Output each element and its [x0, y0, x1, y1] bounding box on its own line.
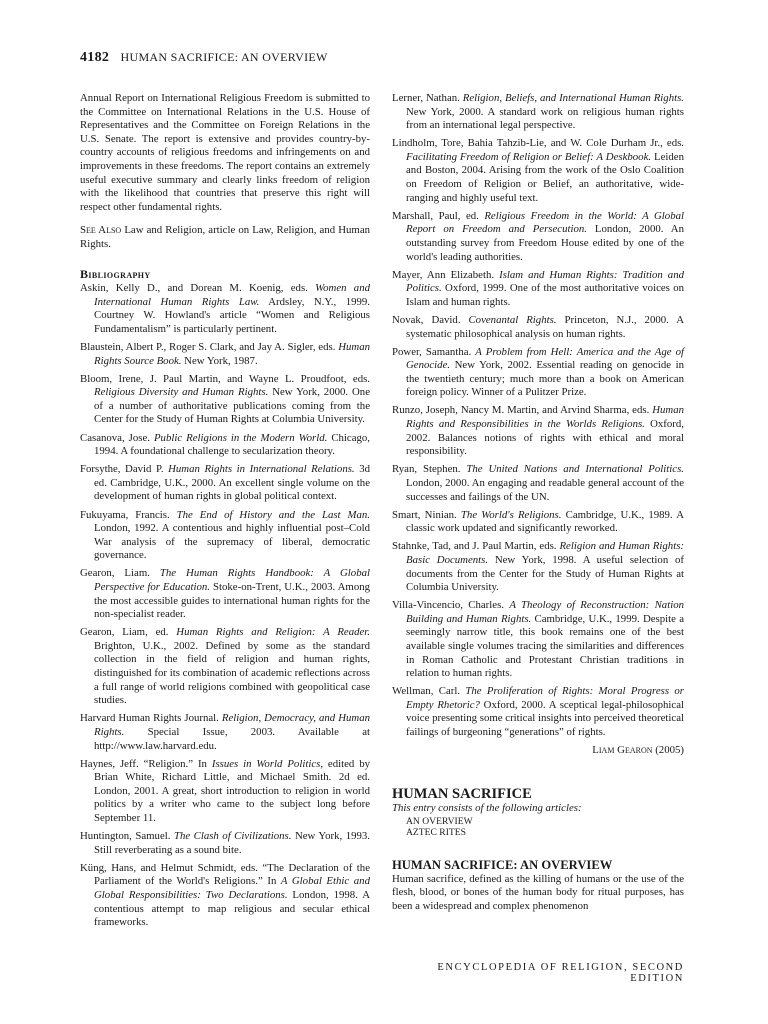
entry-details: New York, 2002. Essential reading on genocide in the twentieth century; much more than a book on American foreign policy. Winner of a Pulitzer Prize. — [406, 359, 684, 399]
entry-author: Smart, Ninian. — [392, 508, 461, 521]
bibliography-left-list — [80, 282, 370, 930]
entry-author: Runzo, Joseph, Nancy M. Martin, and Arvind Sharma, eds. — [392, 404, 653, 417]
entry-author: Novak, David. — [392, 313, 469, 326]
entry-title: The Proliferation of Rights: Moral Progress or Empty Rhetoric? — [406, 685, 684, 711]
bibliography-entry — [80, 509, 370, 563]
entry-details: Chicago, 1994. A foundational challenge to secularization theory. — [94, 431, 370, 458]
see-also — [80, 224, 370, 251]
running-footer: ENCYCLOPEDIA OF RELIGION, SECOND EDITION — [437, 962, 684, 984]
entry-title: Religious Freedom in the World: A Global Report on Freedom and Persecution. — [406, 209, 684, 236]
entry-details: London, 1998. A contentious attempt to map religious and secular ethical frameworks. — [94, 888, 370, 929]
entry-author: Gearon, Liam, ed. — [80, 626, 177, 639]
entry-article-list — [392, 816, 684, 839]
entry-author: Casanova, Jose. — [80, 431, 154, 444]
running-header — [80, 50, 328, 66]
entry-author: Harvard Human Rights Journal. — [80, 712, 222, 725]
bibliography-entry — [392, 314, 684, 341]
bibliography-entry — [80, 463, 370, 504]
running-title: HUMAN SACRIFICE: AN OVERVIEW — [120, 50, 328, 64]
entry-details: London, 2000. An engaging and readable general account of the successes and failings of the UN. — [406, 476, 684, 503]
intro-paragraph: Annual Report on International Religious Freedom is submitted to the Committee on International Relations in the U.S. House of Representatives and the Committee on Foreign Relations in the U.S. Senate. The report is extensive and provides country-by-country accounts of religious freedoms and infringements on and improvements in these freedoms. The report contains an extremely useful executive summary and clearly links freedom of religion with the likelihood that countries that preserve this right will respect other fundamental rights. — [80, 92, 370, 213]
bibliography-entry — [392, 463, 684, 504]
entry-heading: HUMAN SACRIFICE — [392, 785, 532, 802]
entry-details: Cambridge, U.K., 1999. Despite a seemingly narrow title, this book remains one of the best available single volumes tracing the similarities and differences in Roman Catholic and Protestant Christian traditions in relation to human rights. — [406, 612, 684, 680]
entry-contents-note: This entry consists of the following articles: — [392, 802, 582, 815]
entry-title: The End of History and the Last Man. — [176, 508, 370, 521]
bibliography-entry — [392, 92, 684, 133]
entry-title: Human Rights in International Relations. — [168, 463, 355, 476]
bibliography-entry — [80, 282, 370, 336]
entry-author: Stahnke, Tad, and J. Paul Martin, eds. — [392, 540, 560, 553]
article-opening-text: Human sacrifice, defined as the killing of humans or the use of the flesh, blood, or bones of the human body for ritual purposes, has been a widespread and complex phenomenon — [392, 872, 684, 912]
see-also-label: See Also — [80, 224, 122, 237]
entry-author: Gearon, Liam. — [80, 567, 160, 580]
entry-details: New York, 2000. One of a number of authoritative publications coming from the Center for the Study of Human Rights at Columbia University. — [94, 386, 370, 426]
entry-details: London, 1992. A contentious and highly influential post–Cold War analysis of the supremacy of liberal, democratic governance. — [94, 522, 370, 562]
entry-title: Religious Diversity and Human Rights. — [94, 386, 269, 399]
entry-author: Forsythe, David P. — [80, 463, 169, 476]
entry-title: Religion and Human Rights: Basic Documents. — [406, 540, 684, 566]
entry-title: Human Rights Source Book. — [94, 341, 370, 367]
entry-title: Women and International Human Rights Law. — [94, 282, 370, 308]
entry-title: Human Rights and Responsibilities in the Worlds Religions. — [406, 404, 684, 431]
bibliography-entry — [392, 137, 684, 205]
author-signature — [392, 744, 684, 758]
bibliography-entry — [80, 373, 370, 427]
entry-details: Oxford, 2000. A sceptical legal-philosophical voice presenting some critical insights into perceived theoretical failings of burgeoning “generations” of rights. — [406, 698, 684, 739]
bibliography-entry — [80, 341, 370, 368]
entry-author: Huntington, Samuel. — [80, 830, 174, 843]
entry-details: Stoke-on-Trent, U.K., 2003. Among the most accessible guides to international human rights for the non-specialist reader. — [94, 581, 371, 621]
entry-details: Oxford, 1999. One of the most authoritative voices on Islam and human rights. — [406, 282, 684, 308]
bibliography-entry — [392, 404, 684, 458]
entry-title: Issues in World Politics, — [211, 757, 324, 770]
entry-author: Marshall, Paul, ed. — [392, 209, 485, 222]
entry-author: Lerner, Nathan. — [392, 92, 463, 104]
bibliography-entry — [392, 509, 684, 536]
bibliography-entry — [392, 346, 684, 400]
entry-details: 3d ed. Cambridge, U.K., 2000. An excellent single volume on the development of human rights in global political context. — [94, 463, 370, 503]
right-column — [392, 92, 684, 913]
entry-title: The World's Religions. — [460, 508, 562, 521]
bibliography-entry — [392, 210, 684, 264]
author-year: (2005) — [655, 744, 684, 757]
entry-title: Islam and Human Rights: Tradition and Politics. — [406, 268, 684, 295]
entry-title: Religion, Democracy, and Human Rights. — [94, 712, 370, 738]
entry-author: Villa-Vincencio, Charles. — [392, 599, 510, 612]
bibliography-entry — [80, 830, 370, 857]
entry-author: Haynes, Jeff. “Religion.” In — [80, 757, 212, 770]
entry-author: Power, Samantha. — [392, 345, 476, 358]
bibliography-right-list — [392, 92, 684, 740]
entry-details: Brighton, U.K., 2002. Defined by some as the standard collection in the field of religion and human rights, distinguished for its combination of academic reflections across a full range of world religions combined with geopolitical case studies. — [94, 639, 370, 707]
entry-details: London, 2000. An outstanding survey from Freedom House edited by one of the world's leading authorities. — [406, 223, 684, 263]
author-name: Liam Gearon — [592, 744, 653, 757]
entry-title: Religion, Beliefs, and International Human Rights. — [462, 92, 684, 104]
entry-details: New York, 1998. A useful selection of documents from the Center for the Study of Human Rights at Columbia University. — [406, 553, 685, 594]
entry-author: Küng, Hans, and Helmut Schmidt, eds. “The Declaration of the Parliament of the World's Religions.” In — [80, 861, 370, 888]
entry-author: Bloom, Irene, J. Paul Martin, and Wayne L. Proudfoot, eds. — [80, 372, 370, 385]
entry-details: New York, 1993. Still reverberating as a sound bite. — [94, 830, 370, 856]
bibliography-entry — [392, 599, 684, 681]
entry-title: The United Nations and International Politics. — [466, 463, 684, 476]
entry-title: A Problem from Hell: America and the Age of Genocide. — [406, 345, 684, 372]
bibliography-entry — [80, 712, 370, 753]
entry-details: Cambridge, U.K., 1989. A classic work updated and significantly reworked. — [406, 508, 684, 535]
article-heading: HUMAN SACRIFICE: AN OVERVIEW — [392, 857, 613, 872]
bibliography-entry — [80, 432, 370, 459]
bibliography-entry — [80, 567, 370, 621]
entry-title: Human Rights and Religion: A Reader. — [176, 626, 371, 639]
entry-author: Mayer, Ann Elizabeth. — [392, 268, 500, 281]
bibliography-entry — [392, 685, 684, 739]
entry-author: Blaustein, Albert P., Roger S. Clark, and Jay A. Sigler, eds. — [80, 341, 339, 353]
see-also-text: Law and Religion, article on Law, Religion, and Human Rights. — [80, 224, 371, 250]
entry-title: A Global Ethic and Global Responsibilities: Two Declarations. — [94, 875, 370, 901]
entry-title: Facilitating Freedom of Religion or Belief: A Deskbook. — [406, 150, 652, 163]
article-item: AZTEC RITES — [406, 827, 466, 839]
entry-details: Oxford, 2002. Balances notions of rights with ethical and moral responsibility. — [406, 418, 684, 458]
entry-details: Princeton, N.J., 2000. A systematic philosophical analysis on human rights. — [406, 313, 684, 340]
bibliography-heading: Bibliography — [80, 266, 151, 281]
bibliography-entry — [392, 540, 684, 594]
bibliography-entry — [80, 758, 370, 826]
entry-title: Public Religions in the Modern World. — [153, 431, 328, 444]
entry-author: Askin, Kelly D., and Dorean M. Koenig, eds. — [80, 282, 316, 295]
entry-author: Fukuyama, Francis. — [80, 508, 177, 521]
entry-title: Covenantal Rights. — [468, 313, 557, 326]
entry-details: New York, 2000. A standard work on religious human rights from an international legal perspective. — [406, 105, 684, 132]
page-number: 4182 — [80, 50, 110, 65]
entry-title: The Human Rights Handbook: A Global Perspective for Education. — [94, 567, 370, 593]
entry-author: Lindholm, Tore, Bahia Tahzib-Lie, and W. Cole Durham Jr., eds. — [392, 137, 684, 150]
entry-details: New York, 1987. — [181, 354, 258, 367]
bibliography-entry — [80, 862, 370, 930]
bibliography-entry — [80, 626, 370, 708]
entry-author: Ryan, Stephen. — [392, 463, 467, 476]
entry-details: edited by Brian White, Richard Little, and Michael Smith. 2d ed. London, 2001. A great, short introduction to religion in world politics by a writer who came to the subject long before September 11. — [94, 757, 371, 824]
entry-details: Special Issue, 2003. Available at http://www.law.harvard.edu. — [94, 725, 370, 752]
entry-title: A Theology of Reconstruction: Nation Building and Human Rights. — [406, 599, 684, 625]
left-column — [80, 92, 370, 934]
article-item: AN OVERVIEW — [406, 815, 473, 827]
bibliography-entry — [392, 269, 684, 310]
entry-author: Wellman, Carl. — [392, 685, 466, 698]
entry-title: The Clash of Civilizations. — [173, 830, 292, 843]
entry-details: Ardsley, N.Y., 1999. Courtney W. Howland's article “Women and Religious Fundamentalism” is particularly pertinent. — [94, 295, 370, 335]
entry-details: Leiden and Boston, 2004. Arising from the work of the Oslo Coalition on Freedom of Religion or Belief, an authoritative, wide-ranging and highly useful text. — [406, 150, 684, 204]
